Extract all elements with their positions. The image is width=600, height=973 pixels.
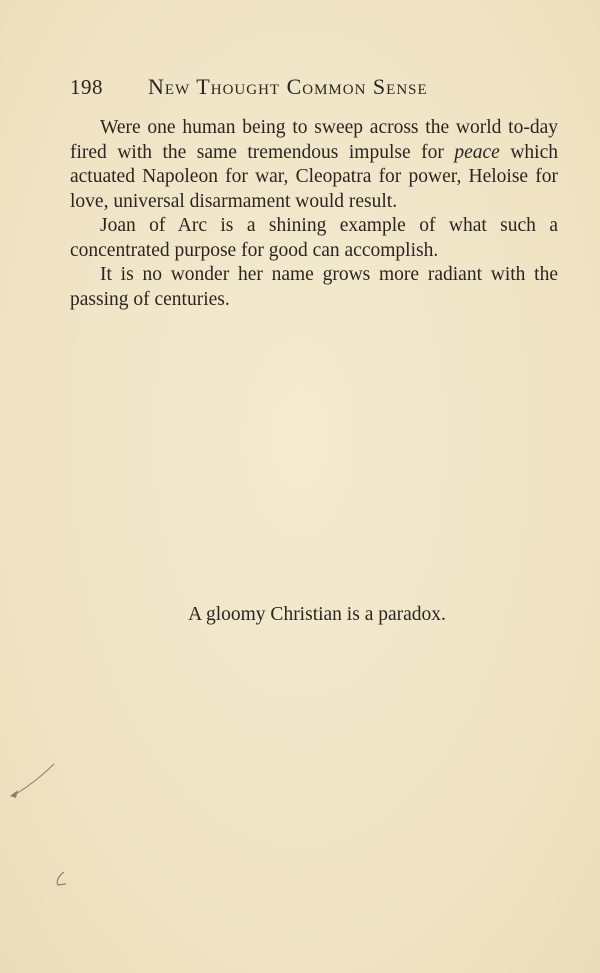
paragraph-2: Joan of Arc is a shining example of what such a concentrated purpose for good can accomplish. <box>70 215 558 261</box>
ink-mark-decoration <box>52 870 72 888</box>
emphasis-peace: peace <box>454 141 500 163</box>
page-number: 198 <box>70 75 103 99</box>
pencil-mark-decoration <box>4 760 60 810</box>
aphorism: A gloomy Christian is a paradox. <box>188 604 446 625</box>
paragraph-3: It is no wonder her name grows more radiant with the passing of centuries. <box>70 264 558 310</box>
running-head: New Thought Common Sense <box>148 74 428 99</box>
body-text <box>70 116 558 312</box>
page-header <box>70 72 540 102</box>
paragraph-1-start: Were one human being to sweep across the world to-day fired with the same tremendous impulse for <box>70 117 558 163</box>
paragraph-1-end: which actuated Napoleon for war, Cleopatra for power, Heloise for love, universal disarmament would result. <box>70 141 558 212</box>
paragraph-1 <box>70 116 558 214</box>
